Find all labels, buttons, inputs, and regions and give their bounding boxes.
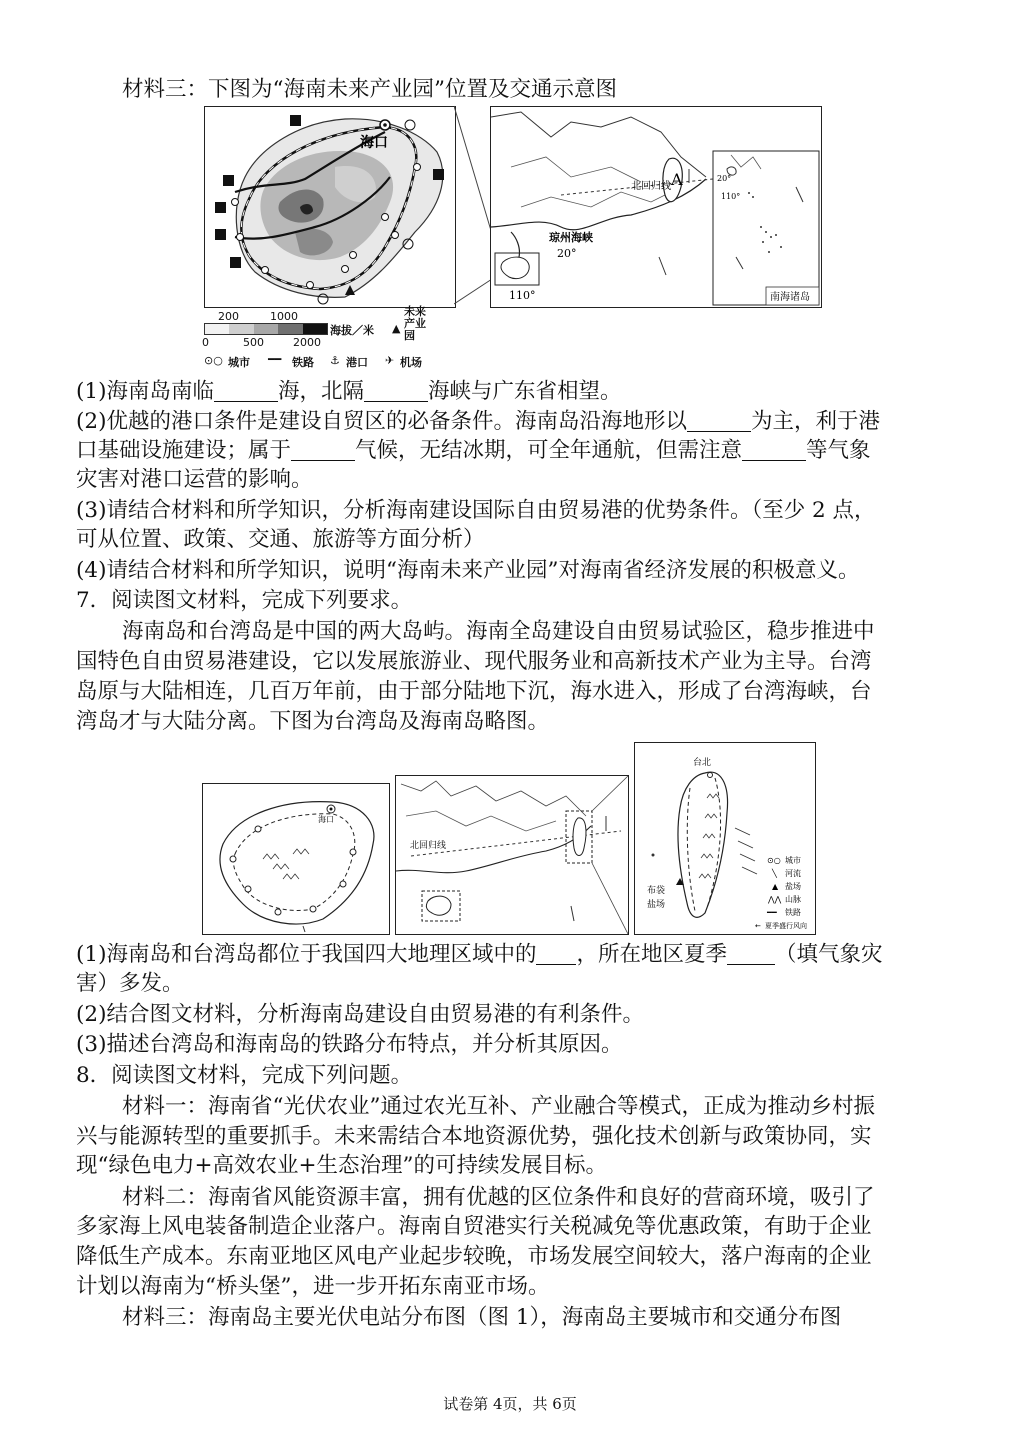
q7-1-text-a: (1)海南岛和台湾岛都位于我国四大地理区域中的 xyxy=(76,942,537,967)
q6-2-line2 xyxy=(76,437,946,465)
q7-taiwan-map xyxy=(634,742,816,935)
answer-blank[interactable] xyxy=(742,438,806,461)
q8-m1-line2: 兴与能源转型的重要抓手。未来需结合本地资源优势，强化技术创新与政策协同，实 xyxy=(76,1124,872,1149)
q7-hainan-map xyxy=(202,783,390,935)
q7-haikou-label: 海口 xyxy=(318,815,334,824)
q6-1-text-c: 海峡与广东省相望。 xyxy=(427,379,622,404)
q7-para-line4: 湾岛才与大陆分离。下图为台湾岛及海南岛略图。 xyxy=(76,709,550,734)
legend-city: 城市 xyxy=(785,856,801,865)
q6-1-text-b: 海，北隔 xyxy=(277,379,364,404)
triangle-icon: ▲ xyxy=(392,322,401,335)
legend-sym-railway-icon: ━━ xyxy=(767,908,777,917)
q7-1-line2: 害）多发。 xyxy=(76,971,184,996)
answer-blank[interactable] xyxy=(687,409,751,432)
answer-blank[interactable] xyxy=(364,379,428,402)
tropic-label: 北回归线 xyxy=(631,181,671,192)
q7-regional-svg xyxy=(396,776,628,934)
answer-blank[interactable] xyxy=(536,942,576,965)
q7-taibei-label: 台北 xyxy=(693,758,712,768)
q7-para-line1: 海南岛和台湾岛是中国的两大岛屿。海南全岛建设自由贸易试验区，稳步推进中 xyxy=(122,619,875,644)
elev-unit-label: 海拔／米 xyxy=(330,324,374,337)
q7-yanchang-label: 盐场 xyxy=(647,900,666,910)
city-symbol-icon: ⊙○ xyxy=(204,354,223,367)
legend-railway: 铁路 xyxy=(292,356,314,369)
inset-lat-label: 20° xyxy=(717,174,732,183)
q8-m2-line3: 降低生产成本。东南亚地区风电产业起步较晚，市场发展空间较大，落户海南的企业 xyxy=(76,1244,872,1269)
airplane-icon: ✈ xyxy=(385,354,395,367)
q7-1-line1 xyxy=(76,941,946,969)
q8-title: 8．阅读图文材料，完成下列问题。 xyxy=(76,1063,413,1088)
q7-2: (2)结合图文材料，分析海南岛建设自由贸易港的有利条件。 xyxy=(76,1002,644,1027)
strait-label: 琼州海峡 xyxy=(549,231,593,244)
park-label: 未来产业园 xyxy=(404,305,426,342)
q6-2-text-a: (2)优越的港口条件是建设自贸区的必备条件。海南岛沿海地形以 xyxy=(76,409,687,434)
south-china-location-map xyxy=(490,106,822,308)
legend-sym-city-icon: ⊙○ xyxy=(767,856,781,865)
answer-blank[interactable] xyxy=(291,438,355,461)
q6-2-text-e: 等气象 xyxy=(806,438,871,463)
legend-airport: 机场 xyxy=(400,356,422,369)
page-footer: 试卷第 4页，共 6页 xyxy=(443,1395,577,1413)
legend-saltfield: 盐场 xyxy=(785,882,801,891)
q7-regional-map xyxy=(395,775,629,935)
elev-tick-2000: 2000 xyxy=(293,336,321,349)
fig-connector-lines xyxy=(454,104,494,308)
q6-1-text-a: (1)海南岛南临 xyxy=(76,379,214,404)
q7-tropic-label: 北回归线 xyxy=(410,841,447,851)
anchor-icon: ⚓ xyxy=(330,354,340,367)
legend-river: 河流 xyxy=(785,869,801,878)
q7-1-text-c: （填气象灾 xyxy=(774,942,883,967)
q6-2-line3: 灾害对港口运营的影响。 xyxy=(76,467,313,492)
inset-lon-label: 110° xyxy=(721,192,741,201)
q7-taiwan-legend xyxy=(755,855,807,930)
location-map-svg xyxy=(491,107,821,307)
elev-tick-0: 0 xyxy=(202,336,209,349)
q8-m2-line2: 多家海上风电装备制造企业落户。海南自贸港实行关税减免等优惠政策，有助于企业 xyxy=(76,1214,872,1239)
q7-para-line2: 国特色自由贸易港建设，它以发展旅游业、现代服务业和高新技术产业为主导。台湾 xyxy=(76,649,872,674)
material3-title: 材料三：下图为“海南未来产业园”位置及交通示意图 xyxy=(122,77,617,102)
q6-3-line1: (3)请结合材料和所学知识，分析海南建设国际自由贸易港的优势条件。（至少 2 点， xyxy=(76,498,876,523)
q7-taiwan-svg xyxy=(635,743,815,934)
haikou-label: 海口 xyxy=(360,135,388,151)
q7-title: 7．阅读图文材料，完成下列要求。 xyxy=(76,588,413,613)
railway-symbol-icon: ━━ xyxy=(268,353,282,366)
q8-m1-line1: 材料一：海南省“光伏农业”通过农光互补、产业融合等模式，正成为推动乡村振 xyxy=(122,1094,875,1119)
elev-tick-200: 200 xyxy=(218,310,239,323)
lat-20-label: 20° xyxy=(557,247,577,260)
answer-blank[interactable] xyxy=(214,379,278,402)
q6-2-line1 xyxy=(76,408,946,436)
legend-wind: 夏季盛行风向 xyxy=(765,922,807,930)
hainan-map-svg xyxy=(205,107,455,307)
legend-sym-river-icon: ╲ xyxy=(772,869,777,878)
q7-hainan-svg xyxy=(203,784,389,934)
q7-1-text-b: ，所在地区夏季 xyxy=(576,942,727,967)
elev-tick-1000: 1000 xyxy=(270,310,298,323)
legend-railway: 铁路 xyxy=(785,908,801,917)
q6-1 xyxy=(76,378,946,406)
q8-m3: 材料三：海南岛主要光伏电站分布图（图 1），海南岛主要城市和交通分布图 xyxy=(122,1305,842,1330)
q7-3: (3)描述台湾岛和海南岛的铁路分布特点，并分析其原因。 xyxy=(76,1032,623,1057)
q8-m1-line3: 现“绿色电力+高效农业+生态治理”的可持续发展目标。 xyxy=(76,1153,608,1178)
legend-sym-mountain-icon: ⋀⋀ xyxy=(768,895,782,904)
legend-sym-wind-icon: ← xyxy=(755,922,761,930)
elev-tick-500: 500 xyxy=(243,336,264,349)
q8-m2-line4: 计划以海南为“桥头堡”，进一步开拓东南亚市场。 xyxy=(76,1274,550,1299)
q6-2-text-b: 为主，利于港 xyxy=(750,409,880,434)
point-a-label: A xyxy=(671,170,683,189)
q6-2-text-d: 气候，无结冰期，可全年通航，但需注意 xyxy=(355,438,743,463)
legend-mountain: 山脉 xyxy=(785,895,801,904)
q7-budai-label: 布袋 xyxy=(647,886,666,896)
q6-4: (4)请结合材料和所学知识，说明“海南未来产业园”对海南省经济发展的积极意义。 xyxy=(76,558,860,583)
lon-110-label: 110° xyxy=(509,289,536,302)
hainan-elevation-map xyxy=(204,106,456,308)
q8-m2-line1: 材料二：海南省风能资源丰富，拥有优越的区位条件和良好的营商环境，吸引了 xyxy=(122,1185,875,1210)
legend-sym-saltfield-icon: ▲ xyxy=(772,882,779,891)
q7-para-line3: 岛原与大陆相连，几百万年前，由于部分陆地下沉，海水进入，形成了台湾海峡，台 xyxy=(76,679,872,704)
elevation-scale-bar xyxy=(204,323,328,335)
legend-city: 城市 xyxy=(228,356,250,369)
inset-caption: 南海诸岛 xyxy=(770,292,810,303)
answer-blank[interactable] xyxy=(727,942,775,965)
q6-3-line2: 可从位置、政策、交通、旅游等方面分析） xyxy=(76,527,485,552)
q6-2-text-c: 口基础设施建设；属于 xyxy=(76,438,292,463)
legend-port: 港口 xyxy=(346,356,368,369)
